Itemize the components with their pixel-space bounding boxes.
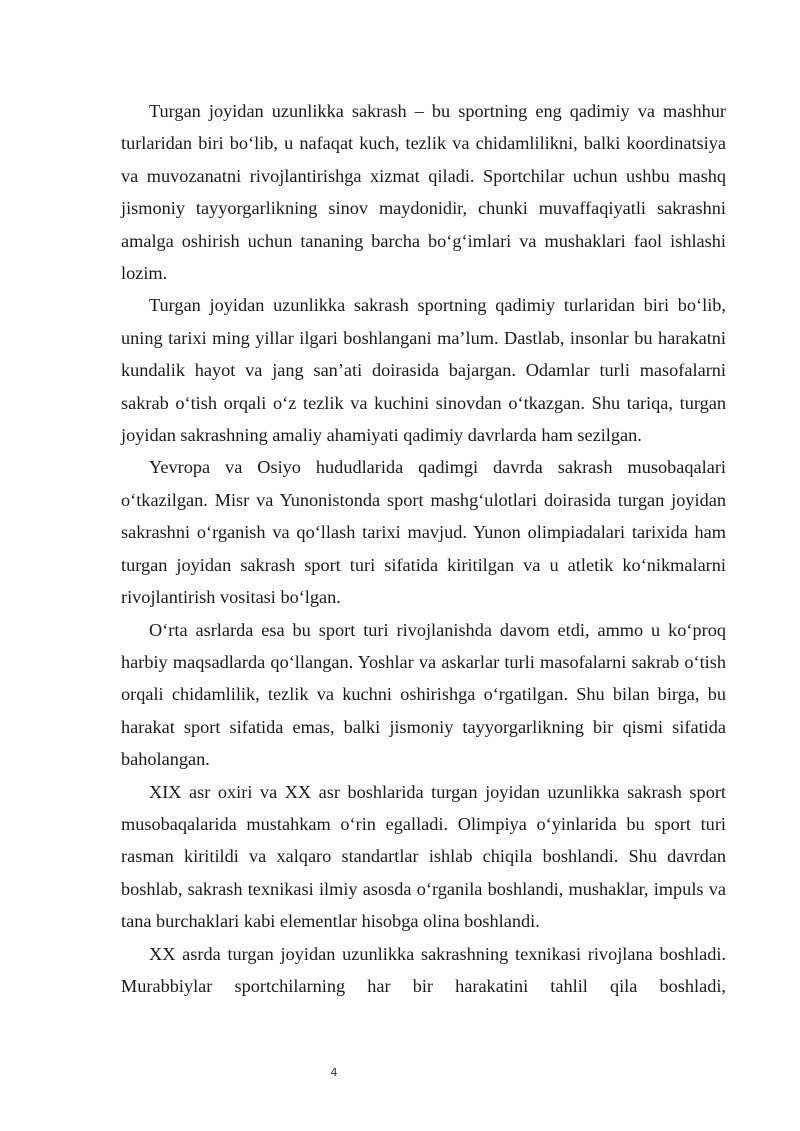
page-number: 4: [330, 1066, 338, 1079]
paragraph-2: Turgan joyidan uzunlikka sakrash sportning qadimiy turlaridan biri bo‘lib, uning tarixi ming yillar ilgari boshlangani ma’lum. Dastlab, insonlar bu harakatni kundalik hayot va jang san’ati doirasida bajargan. Odamlar turli masofalarni sakrab o‘tish orqali o‘z tezlik va kuchini sinovdan o‘tkazgan. Shu tariqa, turgan joyidan sakrashning amaliy ahamiyati qadimiy davrlarda ham sezilgan.: [121, 295, 726, 446]
paragraph-6: XX asrda turgan joyidan uzunlikka sakrashning texnikasi rivojlana boshladi. Murabbiylar sportchilarning har bir harakatini tahlil qila boshladi,: [121, 943, 726, 996]
paragraph-5: XIX asr oxiri va XX asr boshlarida turgan joyidan uzunlikka sakrash sport musobaqalarida mustahkam o‘rin egalladi. Olimpiya o‘yinlarida bu sport turi rasman kiritildi va xalqaro standartlar ishlab chiqila boshlandi. Shu davrdan boshlab, sakrash texnikasi ilmiy asosda o‘rganila boshlandi, mushaklar, impuls va tana burchaklari kabi elementlar hisobga olina boshlandi.: [121, 781, 726, 932]
paragraph-1: Turgan joyidan uzunlikka sakrash – bu sportning eng qadimiy va mashhur turlaridan biri bo‘lib, u nafaqat kuch, tezlik va chidamlilikni, balki koordinatsiya va muvozanatni rivojlantirishga xizmat qiladi. Sportchilar uchun ushbu mashq jismoniy tayyorgarlikning sinov maydonidir, chunki muvaffaqiyatli sakrashni amalga oshirish uchun tananing barcha bo‘g‘imlari va mushaklari faol ishlashi lozim.: [121, 101, 726, 284]
body-text: [121, 95, 726, 1002]
paragraph-3: Yevropa va Osiyo hududlarida qadimgi davrda sakrash musobaqalari o‘tkazilgan. Misr va Yunonistonda sport mashg‘ulotlari doirasida turgan joyidan sakrashni o‘rganish va qo‘llash tarixi mavjud. Yunon olimpiadalari tarixida ham turgan joyidan sakrash sport turi sifatida kiritilgan va u atletik ko‘nikmalarni rivojlantirish vositasi bo‘lgan.: [121, 457, 726, 608]
paragraph-4: O‘rta asrlarda esa bu sport turi rivojlanishda davom etdi, ammo u ko‘proq harbiy maqsadlarda qo‘llangan. Yoshlar va askarlar turli masofalarni sakrab o‘tish orqali chidamlilik, tezlik va kuchni oshirishga o‘rgatilgan. Shu bilan birga, bu harakat sport sifatida emas, balki jismoniy tayyorgarlikning bir qismi sifatida baholangan.: [121, 619, 726, 770]
